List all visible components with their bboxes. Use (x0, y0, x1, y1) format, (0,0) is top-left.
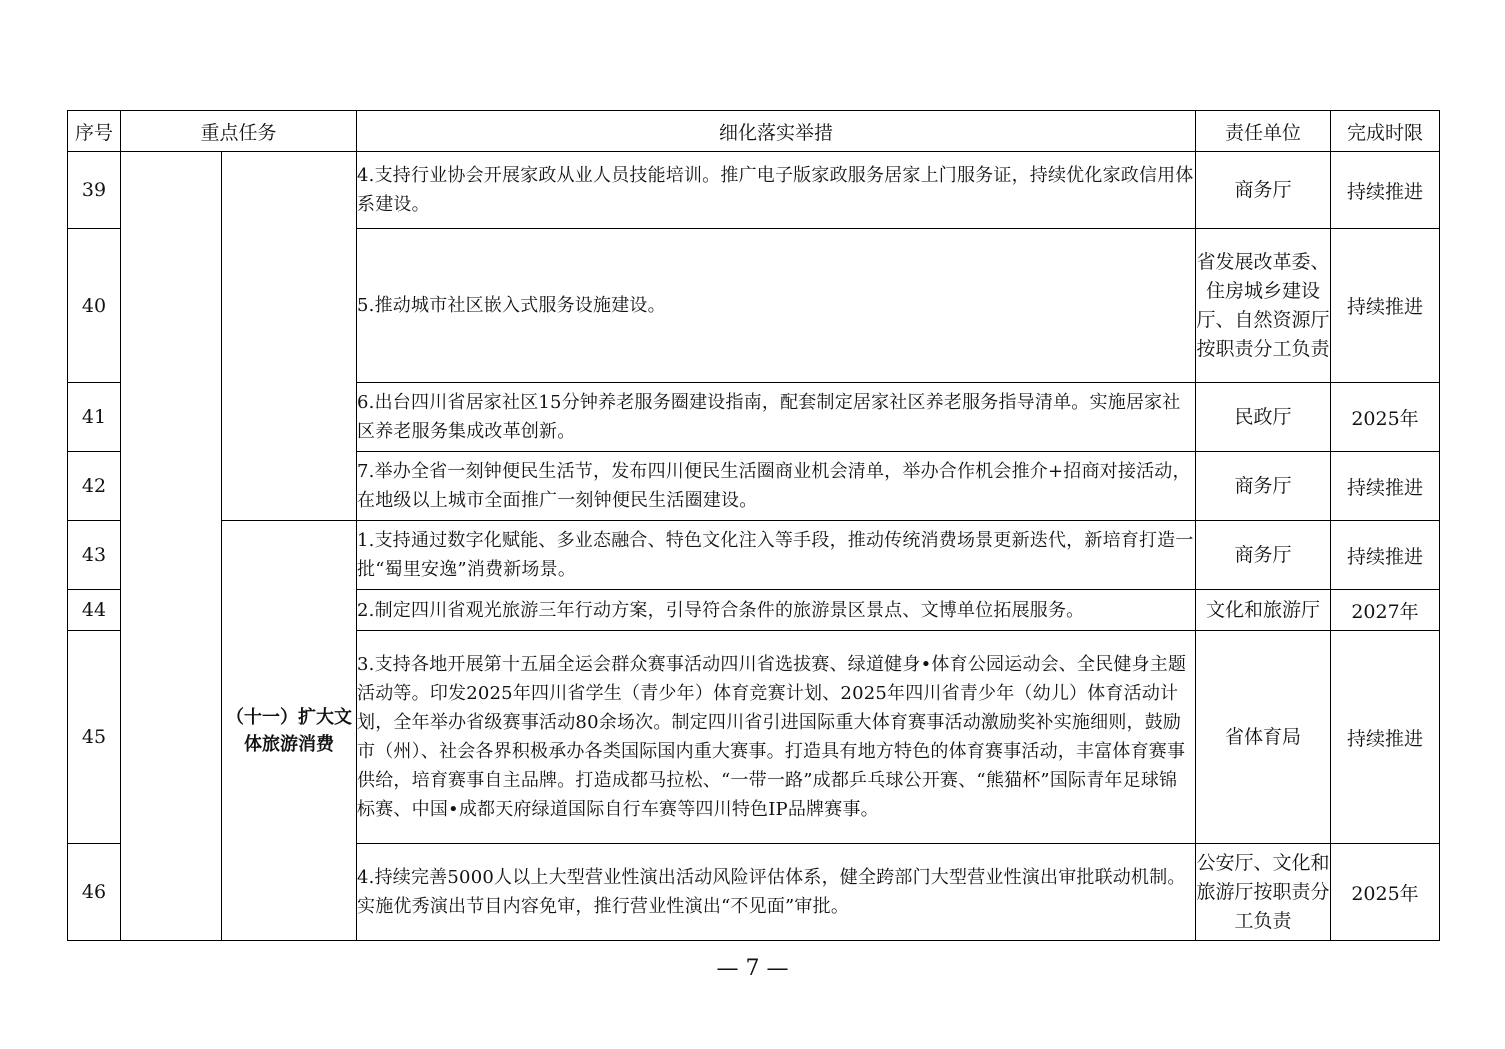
row-seq: 42 (68, 452, 121, 521)
row-unit: 商务厅 (1196, 521, 1331, 590)
row-unit: 公安厅、文化和旅游厅按职责分工负责 (1196, 844, 1331, 941)
row-unit: 商务厅 (1196, 452, 1331, 521)
row-unit: 民政厅 (1196, 383, 1331, 452)
row-measure: 6.出台四川省居家社区15分钟养老服务圈建设指南，配套制定居家社区养老服务指导清单。实施居家社区养老服务集成改革创新。 (357, 383, 1196, 452)
task-category-cell: （十一）扩大文体旅游消费 (222, 521, 357, 941)
row-deadline: 持续推进 (1331, 631, 1440, 844)
row-measure: 1.支持通过数字化赋能、多业态融合、特色文化注入等手段，推动传统消费场景更新迭代，新培育打造一批“蜀里安逸”消费新场景。 (357, 521, 1196, 590)
table-header-row (68, 111, 1440, 152)
row-seq: 46 (68, 844, 121, 941)
row-measure: 7.举办全省一刻钟便民生活节，发布四川便民生活圈商业机会清单，举办合作机会推介+招商对接活动，在地级以上城市全面推广一刻钟便民生活圈建设。 (357, 452, 1196, 521)
row-unit: 商务厅 (1196, 152, 1331, 229)
header-deadline: 完成时限 (1331, 111, 1440, 152)
row-seq: 39 (68, 152, 121, 229)
row-measure: 3.支持各地开展第十五届全运会群众赛事活动四川省选拔赛、绿道健身•体育公园运动会、全民健身主题活动等。印发2025年四川省学生（青少年）体育竞赛计划、2025年四川省青少年（幼儿）体育活动计划，全年举办省级赛事活动80余场次。制定四川省引进国际重大体育赛事活动激励奖补实施细则，鼓励市（州）、社会各界积极承办各类国际国内重大赛事。打造具有地方特色的体育赛事活动，丰富体育赛事供给，培育赛事自主品牌。打造成都马拉松、“一带一路”成都乒乓球公开赛、“熊猫杯”国际青年足球锦标赛、中国•成都天府绿道国际自行车赛等四川特色IP品牌赛事。 (357, 631, 1196, 844)
header-unit: 责任单位 (1196, 111, 1331, 152)
row-deadline: 2027年 (1331, 590, 1440, 631)
task-area-cell (121, 152, 222, 941)
row-deadline: 持续推进 (1331, 152, 1440, 229)
row-deadline: 持续推进 (1331, 521, 1440, 590)
row-measure: 2.制定四川省观光旅游三年行动方案，引导符合条件的旅游景区景点、文博单位拓展服务。 (357, 590, 1196, 631)
header-measure: 细化落实举措 (357, 111, 1196, 152)
page-number: — 7 — (716, 956, 789, 981)
header-task: 重点任务 (121, 111, 357, 152)
row-seq: 43 (68, 521, 121, 590)
row-unit: 省体育局 (1196, 631, 1331, 844)
row-seq: 40 (68, 229, 121, 383)
row-deadline: 2025年 (1331, 383, 1440, 452)
row-seq: 45 (68, 631, 121, 844)
row-seq: 44 (68, 590, 121, 631)
row-deadline: 持续推进 (1331, 452, 1440, 521)
row-measure: 5.推动城市社区嵌入式服务设施建设。 (357, 229, 1196, 383)
header-seq: 序号 (68, 111, 121, 152)
task-category-cell (222, 152, 357, 521)
row-unit: 省发展改革委、住房城乡建设厅、自然资源厅按职责分工负责 (1196, 229, 1331, 383)
row-measure: 4.持续完善5000人以上大型营业性演出活动风险评估体系，健全跨部门大型营业性演出审批联动机制。实施优秀演出节目内容免审，推行营业性演出“不见面”审批。 (357, 844, 1196, 941)
row-unit: 文化和旅游厅 (1196, 590, 1331, 631)
row-deadline: 2025年 (1331, 844, 1440, 941)
row-measure: 4.支持行业协会开展家政从业人员技能培训。推广电子版家政服务居家上门服务证，持续优化家政信用体系建设。 (357, 152, 1196, 229)
row-seq: 41 (68, 383, 121, 452)
row-deadline: 持续推进 (1331, 229, 1440, 383)
measures-table (67, 110, 1440, 941)
table-row (68, 152, 1440, 229)
table-row (68, 521, 1440, 590)
